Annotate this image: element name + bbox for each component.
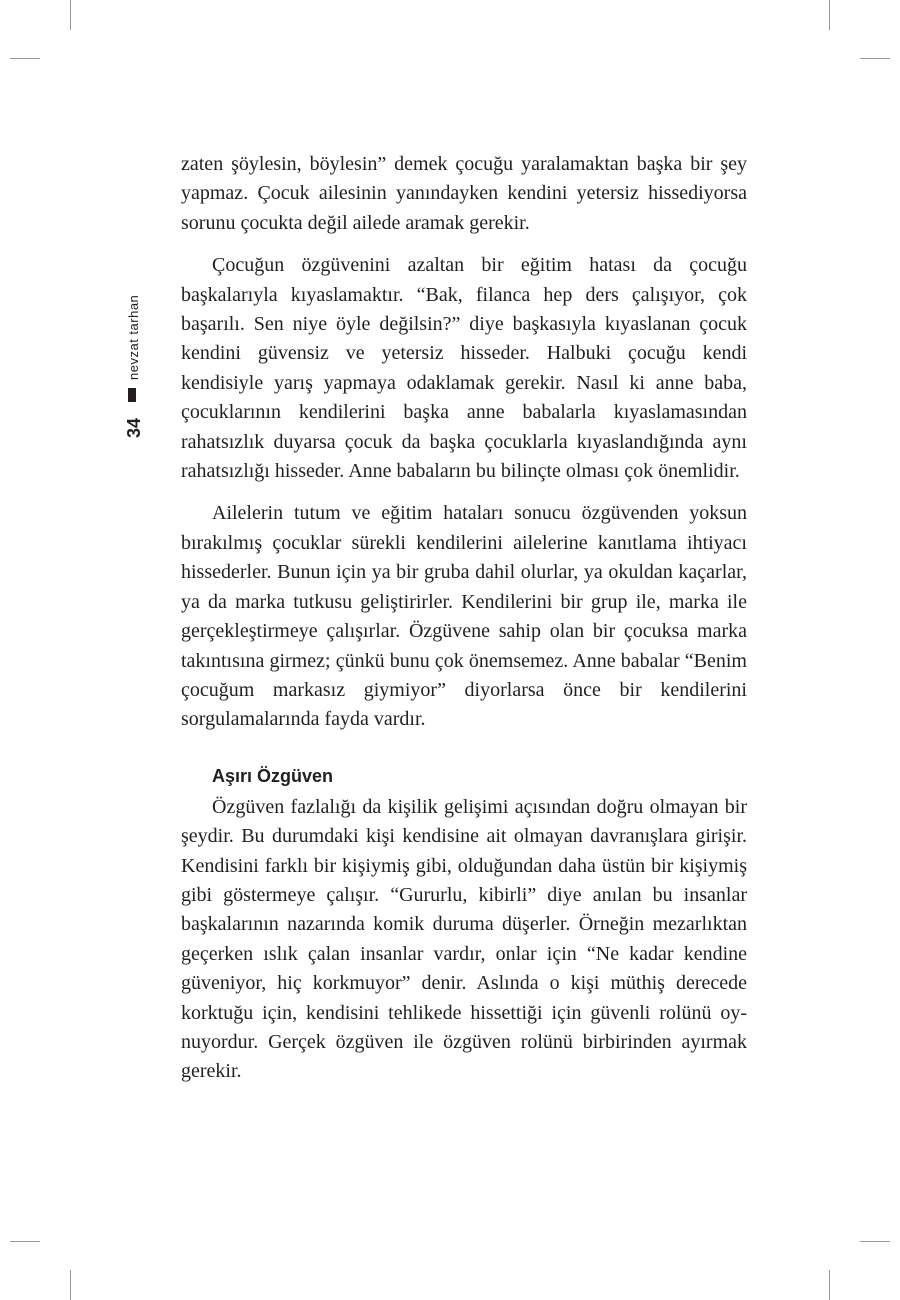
crop-mark-top-right (829, 0, 830, 30)
paragraph-continuation: zaten şöylesin, böylesin” demek çocuğu yaralamaktan başka bir şey yapmaz. Çocuk ailesinin yanındayken kendini yetersiz hissediyorsa sorunu çocukta değil ailede aramak gerekir. (181, 153, 747, 234)
text-block (181, 150, 747, 1100)
page-number: 34 (124, 417, 144, 438)
crop-mark-bottom-left (70, 1270, 71, 1300)
crop-mark-right-bottom (860, 1241, 890, 1242)
paragraph-family-errors: Ailelerin tutum ve eğitim hataları sonucu özgüvenden yoksun bırakılmış çocuklar sürekli kendilerini ailelerine kanıtlama ihtiyacı hissederler. Bunun için ya bir gruba dahil olurlar, ya okuldan kaçarlar, ya da marka tutkusu geliştirirler. Kendilerini bir grup ile, marka ile gerçekleştirmeye çalışırlar. Özgüvene sahip olan bir çocuksa marka takıntısına girmez; çünkü bunu çok önemsemez. Anne babalar “Benim çocuğum markasız giymiyor” diyorlarsa önce bir kendilerini sorgulamalarında fayda vardır. (181, 502, 747, 731)
author-name: nevzat tarhan (126, 294, 141, 380)
crop-mark-bottom-right (829, 1270, 830, 1300)
crop-mark-left-bottom (10, 1241, 40, 1242)
paragraph-overconfidence: Özgüven fazlalığı da kişilik gelişimi açısından doğru olmayan bir şeydir. Bu durumdaki kişi kendisine ait olmayan davranışlara girişir. Kendisini farklı bir kişiymiş gibi, olduğundan daha üstün bir kişiymiş gibi göstermeye çalışır. “Gururlu, kibirli” diye anılan bu insanlar başkalarının nazarında komik duruma düşerler. Örneğin mezarlıktan geçerken ıslık çalan insanlar vardır, onlar için “Ne kadar kendine güveniyor, hiç korkmuyor” denir. Aslında o kişi müthiş derecede korktuğu için, kendisini tehlikede hissettiği için güvenli rolünü oynuyordur. Gerçek özgüven ile özgüven rolünü birbirinden ayırmak gerekir. (181, 795, 747, 1083)
running-head-bar (128, 388, 136, 402)
crop-mark-left-top (10, 58, 40, 59)
paragraph-comparison: Çocuğun özgüvenini azaltan bir eğitim hatası da çocuğu başkalarıyla kıyaslamaktır. “Bak, filanca hep ders çalışıyor, çok başarılı. Sen niye öyle değilsin?” diye başkasıyla kıyaslanan çocuk kendini güvensiz ve yetersiz hisseder. Halbuki çocuğu kendi kendisiyle yarış yapmaya odaklamak gerekir. Nasıl ki anne baba, çocuklarının kendilerini başka anne babalarla kıyaslamasından rahatsızlık duyarsa çocuk da başka çocuklarla kıyaslandığında aynı rahatsızlığı hisseder. Anne babaların bu bilinçte olması çok önemlidir. (181, 254, 747, 483)
crop-mark-top-left (70, 0, 71, 30)
crop-mark-right-top (860, 58, 890, 59)
running-head (120, 294, 146, 440)
section-heading: Aşırı Özgüven (212, 765, 334, 786)
